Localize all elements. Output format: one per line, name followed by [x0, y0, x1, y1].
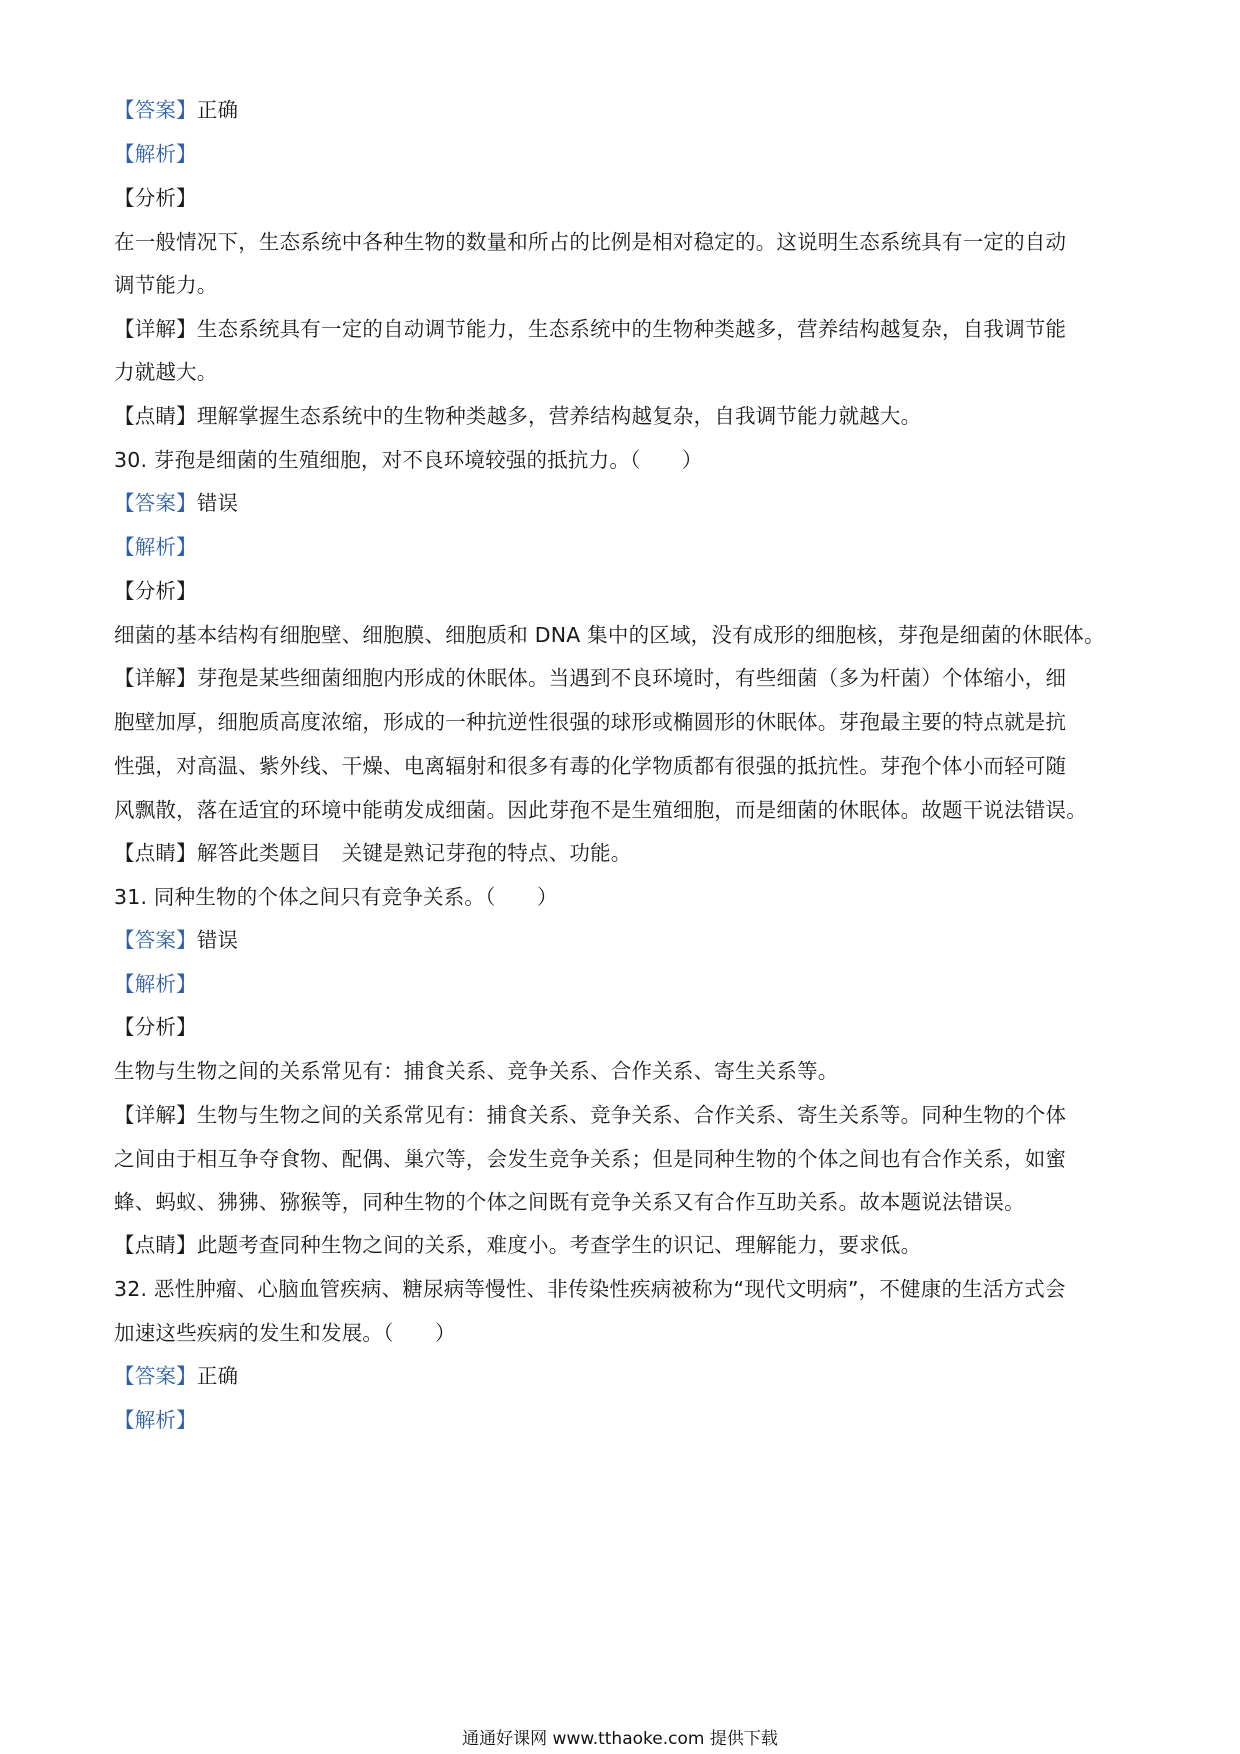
line-text: 生态系统具有一定的自动调节能力，生态系统中的生物种类越多，营养结构越复杂，自我调节能 — [196, 317, 1067, 341]
text-line — [114, 1274, 1134, 1304]
text-line — [114, 401, 1134, 431]
section-tag: 【解析】 — [114, 535, 197, 559]
line-text: 在一般情况下，生态系统中各种生物的数量和所占的比例是相对稳定的。这说明生态系统具有一定的自动 — [114, 230, 1067, 254]
text-line — [114, 139, 1134, 169]
line-text: 32. 恶性肿瘤、心脑血管疾病、糖尿病等慢性、非传染性疾病被称为“现代文明病”，不健康的生活方式会 — [114, 1277, 1066, 1301]
text-line — [114, 1230, 1134, 1260]
line-text: 细菌的基本结构有细胞壁、细胞膜、细胞质和 DNA 集中的区域，没有成形的细胞核，芽孢是细菌的休眠体。 — [114, 623, 1105, 647]
text-line — [114, 227, 1134, 257]
text-line — [114, 532, 1134, 562]
text-line — [114, 1144, 1134, 1174]
text-line — [114, 925, 1134, 955]
text-line — [114, 314, 1134, 344]
text-line — [114, 663, 1134, 693]
section-tag: 【详解】 — [114, 666, 197, 690]
section-tag: 【解析】 — [114, 1408, 197, 1432]
line-text: 错误 — [196, 491, 239, 515]
section-tag: 【答案】 — [114, 1364, 197, 1388]
line-text: 之间由于相互争夺食物、配偶、巢穴等，会发生竞争关系；但是同种生物的个体之间也有合作关系，如蜜 — [114, 1147, 1067, 1171]
section-tag: 【解析】 — [114, 142, 197, 166]
text-line — [114, 357, 1134, 387]
text-line — [114, 1100, 1134, 1130]
line-text: 生物与生物之间的关系常见有：捕食关系、竞争关系、合作关系、寄生关系等。 — [114, 1059, 839, 1083]
section-tag: 【答案】 — [114, 98, 197, 122]
line-text: 加速这些疾病的发生和发展。（ ） — [114, 1321, 456, 1345]
line-text: 错误 — [196, 928, 239, 952]
section-tag: 【答案】 — [114, 491, 197, 515]
text-line — [114, 488, 1134, 518]
text-line — [114, 707, 1134, 737]
line-text: 性强，对高温、紫外线、干燥、电离辐射和很多有毒的化学物质都有很强的抵抗性。芽孢个体小而轻可随 — [114, 754, 1067, 778]
text-line — [114, 95, 1134, 125]
text-line — [114, 795, 1134, 825]
line-text: 30. 芽孢是细菌的生殖细胞，对不良环境较强的抵抗力。（ ） — [114, 448, 703, 472]
line-text: 芽孢是某些细菌细胞内形成的休眠体。当遇到不良环境时，有些细菌（多为杆菌）个体缩小，细 — [196, 666, 1067, 690]
page-footer: 通通好课网 www.tthaoke.com 提供下载 — [462, 1729, 778, 1749]
line-text: 生物与生物之间的关系常见有：捕食关系、竞争关系、合作关系、寄生关系等。同种生物的个体 — [196, 1103, 1067, 1127]
text-line — [114, 969, 1134, 999]
line-text: 调节能力。 — [114, 273, 218, 297]
text-line — [114, 838, 1134, 868]
text-line — [114, 183, 1134, 213]
section-tag: 【点睛】 — [114, 404, 197, 428]
line-text: 力就越大。 — [114, 360, 218, 384]
text-line — [114, 270, 1134, 300]
text-line — [114, 576, 1134, 606]
text-line — [114, 1318, 1134, 1348]
line-text: 理解掌握生态系统中的生物种类越多，营养结构越复杂，自我调节能力就越大。 — [196, 404, 922, 428]
text-line — [114, 1361, 1134, 1391]
line-text: 正确 — [196, 98, 239, 122]
section-tag: 【详解】 — [114, 317, 197, 341]
line-text: 胞壁加厚，细胞质高度浓缩，形成的一种抗逆性很强的球形或椭圆形的休眠体。芽孢最主要的特点就是抗 — [114, 710, 1067, 734]
section-tag: 【点睛】 — [114, 1233, 197, 1257]
text-line — [114, 1187, 1134, 1217]
section-tag: 【答案】 — [114, 928, 197, 952]
line-text: 蜂、蚂蚁、狒狒、猕猴等，同种生物的个体之间既有竞争关系又有合作互助关系。故本题说法错误。 — [114, 1190, 1025, 1214]
section-tag: 【分析】 — [114, 186, 197, 210]
section-tag: 【分析】 — [114, 579, 197, 603]
text-line — [114, 445, 1134, 475]
text-line — [114, 751, 1134, 781]
section-tag: 【分析】 — [114, 1015, 197, 1039]
text-line — [114, 882, 1134, 912]
text-line — [114, 620, 1134, 650]
line-text: 31. 同种生物的个体之间只有竞争关系。（ ） — [114, 885, 558, 909]
text-line — [114, 1012, 1134, 1042]
section-tag: 【详解】 — [114, 1103, 197, 1127]
section-tag: 【点睛】 — [114, 841, 197, 865]
line-text: 解答此类题目 关键是熟记芽孢的特点、功能。 — [196, 841, 632, 865]
text-line — [114, 1405, 1134, 1435]
line-text: 正确 — [196, 1364, 239, 1388]
line-text: 风飘散，落在适宜的环境中能萌发成细菌。因此芽孢不是生殖细胞，而是细菌的休眠体。故题干说法错误。 — [114, 798, 1087, 822]
line-text: 此题考查同种生物之间的关系，难度小。考查学生的识记、理解能力，要求低。 — [196, 1233, 922, 1257]
text-line — [114, 1056, 1134, 1086]
section-tag: 【解析】 — [114, 972, 197, 996]
